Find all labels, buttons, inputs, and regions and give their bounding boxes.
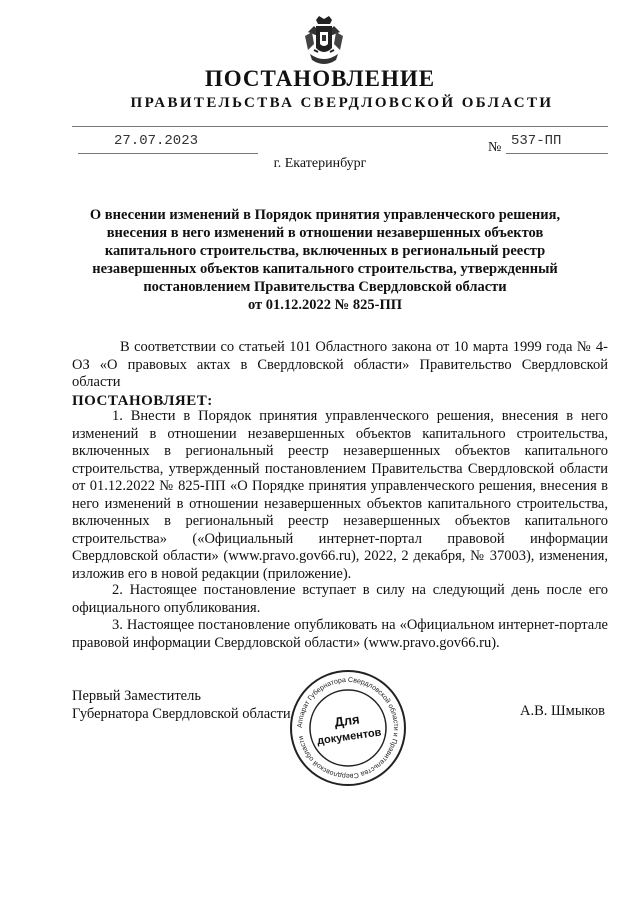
paragraph-3: 3. Настоящее постановление опубликовать на «Официальном интернет-портале правовой информации Свердловской области» (www.pravo.gov66.ru). [72, 617, 608, 651]
coat-of-arms-icon [302, 14, 346, 70]
document-date: 27.07.2023 [114, 133, 199, 149]
stamp-center-line-2: документов [316, 726, 383, 748]
number-sign: № [488, 140, 502, 155]
document-number: 537-ПП [511, 133, 562, 149]
heading-line: О внесении изменений в Порядок принятия управленческого решения, [89, 207, 561, 223]
heading-line: капитального строительства, включенных в региональный реестр [104, 243, 546, 259]
number-underline [506, 153, 608, 154]
paragraph-2: 2. Настоящее постановление вступает в силу на следующий день после его официального опубликования. [72, 582, 608, 616]
heading-line: от 01.12.2022 № 825-ПП [247, 297, 402, 313]
heading-line: внесения в него изменений в отношении незавершенных объектов [106, 225, 544, 241]
document-title: ПОСТАНОВЛЕНИЕ [204, 66, 436, 91]
signatory-name: А.В. Шмыков [520, 703, 605, 719]
paragraph-1: 1. Внести в Порядок принятия управленческого решения, внесения в него изменений в отношении незавершенных объектов капитального строительства, включенных в региональный реестр незавершенных объектов капитального строительства, утвержденный постановлением Правительства Свердловской области от 01.12.2022 № 825-ПП «О Порядке принятия управленческого решения, внесения в него изменений в отношении незавершенных объектов капитального строительства, включенных в региональный реестр незавершенных объектов капитального строительства» («Официальный интернет-портал правовой информации Свердловской области» (www.pravo.gov66.ru), 2022, 2 декабря, № 37003), изменения, изложив его в новой редакции (приложение). [72, 408, 608, 582]
stamp-ring-text: Аппарат Губернатора Свердловской области и Правительства Свердловской области [296, 676, 400, 780]
position-line-1: Первый Заместитель [72, 688, 201, 704]
position-line-2: Губернатора Свердловской области [72, 706, 291, 722]
signatory-position [72, 687, 291, 723]
resolution-keyword: ПОСТАНОВЛЯЕТ: [72, 393, 213, 409]
heading-line: незавершенных объектов капитального строительства, утвержденный [92, 261, 558, 277]
stamp-center-line-1: Для [333, 711, 361, 730]
heading-line: постановлением Правительства Свердловской области [143, 279, 507, 295]
intro-paragraph: В соответствии со статьей 101 Областного закона от 10 марта 1999 года № 4-ОЗ «О правовых актах в Свердловской области» Правительство Свердловской области [72, 339, 608, 390]
document-subtitle: ПРАВИТЕЛЬСТВА СВЕРДЛОВСКОЙ ОБЛАСТИ [130, 95, 554, 111]
city: г. Екатеринбург [273, 156, 367, 171]
header-divider [72, 126, 608, 127]
date-underline [78, 153, 258, 154]
document-heading [60, 206, 590, 314]
official-stamp [288, 668, 408, 788]
